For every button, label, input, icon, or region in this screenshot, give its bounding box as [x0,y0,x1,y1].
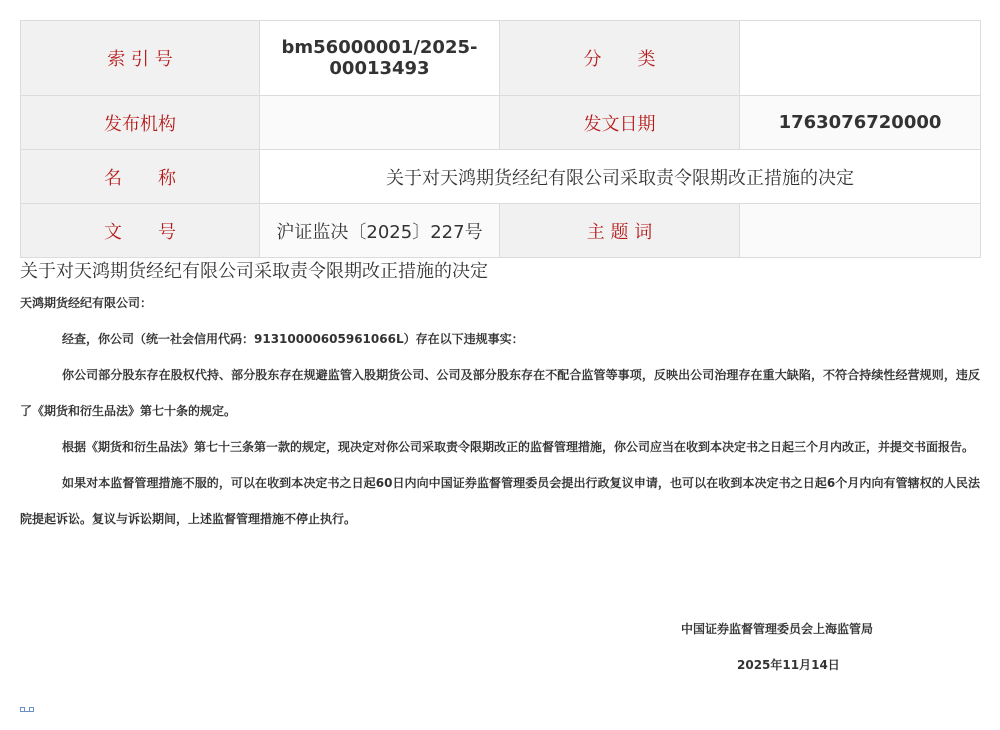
category-label: 分 类 [500,21,740,96]
keywords-label: 主 题 词 [500,204,740,258]
index-number-value: bm56000001/2025-00013493 [260,21,500,96]
paragraph-4: 如果对本监督管理措施不服的，可以在收到本决定书之日起60日内向中国证券监督管理委员会提出行政复议申请，也可以在收到本决定书之日起6个月内向有管辖权的人民法院提起诉讼。复议与诉讼期间，上述监督管理措施不停止执行。 [20,476,980,526]
paragraph-2: 你公司部分股东存在股权代持、部分股东存在规避监管入股期货公司、公司及部分股东存在不配合监管等事项，反映出公司治理存在重大缺陷，不符合持续性经营规则，违反了《期货和衍生品法》第七十条的规定。 [20,368,980,418]
document-number-value: 沪证监决〔2025〕227号 [260,204,500,258]
issue-date-value: 1763076720000 [740,96,981,150]
issuer-value [260,96,500,150]
signature-date: 2025年11月14日 [737,658,840,672]
document-body [20,321,980,537]
keywords-value [740,204,981,258]
attachment-icon[interactable] [20,698,34,704]
signature-organization: 中国证券监督管理委员会上海监管局 [681,622,874,636]
metadata-row-docno [21,204,981,258]
issuer-label: 发布机构 [21,96,260,150]
document-metadata-table [20,20,981,258]
metadata-row-name [21,150,981,204]
index-number-label: 索 引 号 [21,21,260,96]
issue-date-label: 发文日期 [500,96,740,150]
salutation: 天鸿期货经纪有限公司： [20,296,153,310]
paragraph-3: 根据《期货和衍生品法》第七十三条第一款的规定，现决定对你公司采取责令限期改正的监督管理措施，你公司应当在收到本决定书之日起三个月内改正，并提交书面报告。 [62,440,975,454]
document-title: 关于对天鸿期货经纪有限公司采取责令限期改正措施的决定 [20,261,488,282]
metadata-row-issuer [21,96,981,150]
metadata-row-index [21,21,981,96]
name-label: 名 称 [21,150,260,204]
document-number-label: 文 号 [21,204,260,258]
category-value [740,21,981,96]
paragraph-1: 经查，你公司（统一社会信用代码：91310000605961066L）存在以下违规事实： [62,332,524,346]
name-value: 关于对天鸿期货经纪有限公司采取责令限期改正措施的决定 [260,150,981,204]
